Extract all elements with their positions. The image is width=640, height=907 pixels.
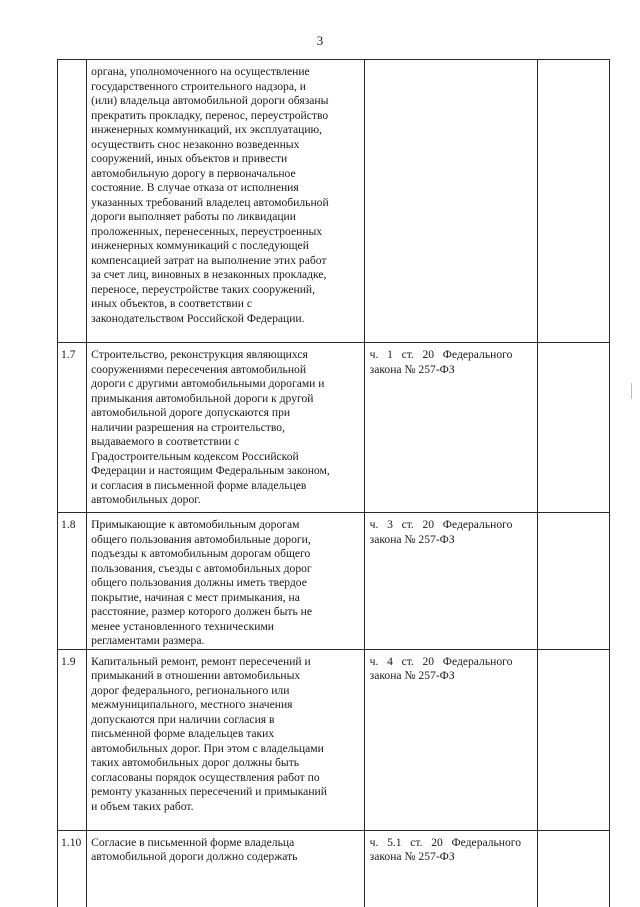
- requirement-text-cell: [87, 513, 365, 650]
- requirement-text-line: прекратить прокладку, перенос, переустройство: [91, 108, 329, 122]
- row-number-cell: [58, 60, 87, 343]
- row-number: [58, 60, 86, 65]
- requirement-text-line: сооружений, иных объектов и привести: [91, 152, 288, 165]
- requirement-text-line: менее установленного техническими: [91, 619, 275, 633]
- requirement-text-line: дороги с другими автомобильными дорогами и: [91, 377, 325, 390]
- table-row: [58, 60, 610, 343]
- requirement-text-line: и согласия в письменной форме владельцев: [91, 478, 307, 492]
- table-row: [58, 830, 610, 907]
- legal-reference-line: закона № 257-ФЗ: [369, 669, 455, 682]
- requirement-text-line: дорог федерального, регионального или: [91, 683, 290, 697]
- requirement-text-cell: [87, 830, 365, 907]
- legal-reference-line: закона № 257-ФЗ: [369, 850, 455, 863]
- requirement-text-line: органа, уполномоченного на осуществление: [91, 65, 310, 78]
- requirement-text-line: примыкания автомобильной дороги к другой: [91, 391, 314, 405]
- table-row: [58, 649, 610, 830]
- requirement-text-line: автомобильную дорогу в первоначальное: [91, 166, 296, 180]
- requirement-text-line: согласованы порядок осуществления работ по: [91, 770, 320, 784]
- table-row: [58, 343, 610, 513]
- requirement-text-line: Согласие в письменной форме владельца: [91, 835, 295, 849]
- empty-cell: [537, 649, 609, 830]
- requirement-text-line: Федерации и настоящим Федеральным законом,: [91, 464, 330, 477]
- requirement-text-line: переносе, переустройстве таких сооружений,: [91, 282, 316, 296]
- row-number: 1.8: [61, 518, 76, 531]
- requirement-text-line: Градостроительным кодексом Российской: [91, 449, 299, 463]
- requirement-text-line: Капитальный ремонт, ремонт пересечений и: [91, 654, 311, 668]
- requirement-text-line: инженерных коммуникаций с последующей: [91, 239, 309, 252]
- requirement-text-cell: [87, 60, 365, 343]
- requirement-text-cell: [87, 343, 365, 513]
- requirement-text-line: автомобильных дорог.: [91, 493, 201, 506]
- row-number-cell: [58, 830, 87, 907]
- requirement-text-line: примыканий в отношении автомобильных: [91, 669, 301, 682]
- legal-reference-line: закона № 257-ФЗ: [369, 362, 455, 376]
- requirement-text-line: проложенных, перенесенных, переустроенных: [91, 224, 323, 238]
- requirement-text-line: автомобильной дороге допускаются при: [91, 406, 291, 419]
- requirement-text-line: допускаются при наличии согласия в: [91, 712, 275, 726]
- requirement-text-line: общего пользования автомобильные дороги,: [91, 532, 311, 546]
- empty-cell: [537, 830, 609, 907]
- requirement-text-line: (или) владельца автомобильной дороги обязаны: [91, 94, 329, 107]
- row-number-cell: [58, 649, 87, 830]
- scan-mark: [631, 383, 632, 399]
- requirement-text-line: таких автомобильных дорог должны быть: [91, 756, 300, 769]
- legal-reference-cell: [364, 649, 537, 830]
- requirement-text-line: ремонту указанных пересечений и примыканий: [91, 785, 327, 798]
- requirement-text-line: и объем таких работ.: [91, 799, 194, 813]
- requirement-text-line: состояние. В случае отказа от исполнения: [91, 181, 299, 194]
- row-number-cell: [58, 343, 87, 513]
- legal-reference-cell: [364, 343, 537, 513]
- row-number: 1.7: [61, 348, 76, 361]
- requirement-text-line: указанных требований владелец автомобильной: [91, 195, 329, 209]
- document-table: [57, 59, 610, 907]
- requirement-text-line: расстояние, размер которого должен быть не: [91, 605, 312, 618]
- row-number: 1.9: [61, 654, 76, 668]
- requirement-text-cell: [87, 649, 365, 830]
- requirement-text-line: законодательством Российской Федерации.: [91, 311, 305, 325]
- requirement-text-line: Примыкающие к автомобильным дорогам: [91, 518, 300, 531]
- page-number: 3: [316, 33, 324, 48]
- requirement-text-line: подъезды к автомобильным дорогам общего: [91, 547, 311, 560]
- row-number-cell: [58, 513, 87, 650]
- requirement-text-line: осуществить снос незаконно возведенных: [91, 137, 300, 151]
- requirement-text-line: инженерных коммуникаций, их эксплуатацию,: [91, 123, 323, 136]
- legal-reference-line: ч. 3 ст. 20 Федерального: [369, 518, 513, 531]
- requirement-text-line: за счет лиц, виновных в незаконных прокладке,: [91, 268, 327, 281]
- requirement-text-line: пользования, съезды с автомобильных дорог: [91, 561, 312, 575]
- row-number: 1.10: [61, 835, 82, 849]
- legal-reference-cell: [364, 830, 537, 907]
- requirement-text-line: письменной форме владельцев таких: [91, 727, 275, 740]
- requirement-text-line: регламентами размера.: [91, 634, 205, 647]
- requirement-text-line: государственного строительного надзора, и: [91, 79, 306, 93]
- requirement-text-line: Строительство, реконструкция являющихся: [91, 348, 308, 361]
- requirement-text-line: иных объектов, в соответствии с: [91, 297, 252, 310]
- legal-reference-cell: [364, 513, 537, 650]
- requirement-text-line: сооружениями пересечения автомобильной: [91, 362, 307, 376]
- requirement-text-line: межмуниципального, местного значения: [91, 698, 293, 711]
- empty-cell: [537, 513, 609, 650]
- empty-cell: [537, 343, 609, 513]
- requirement-text-line: автомобильных дорог. При этом с владельцами: [91, 741, 324, 755]
- requirement-text-line: общего пользования должны иметь твердое: [91, 576, 307, 589]
- requirement-text-line: наличии разрешения на строительство,: [91, 420, 285, 434]
- table-row: [58, 513, 610, 650]
- legal-reference-line: закона № 257-ФЗ: [369, 532, 455, 546]
- requirement-text-line: дороги выполняет работы по ликвидации: [91, 210, 296, 223]
- legal-reference-line: ч. 1 ст. 20 Федерального: [369, 348, 513, 361]
- empty-cell: [537, 60, 609, 343]
- requirement-text-line: выдаваемого в соответствии с: [91, 435, 240, 448]
- legal-reference-cell: [364, 60, 537, 343]
- requirement-text-line: автомобильной дороги должно содержать: [91, 850, 298, 863]
- legal-reference-line: ч. 5.1 ст. 20 Федерального: [369, 835, 522, 849]
- requirement-text-line: компенсацией затрат на выполнение этих работ: [91, 253, 327, 267]
- requirement-text-line: покрытие, начиная с мест примыкания, на: [91, 590, 300, 604]
- legal-reference-line: ч. 4 ст. 20 Федерального: [369, 654, 513, 668]
